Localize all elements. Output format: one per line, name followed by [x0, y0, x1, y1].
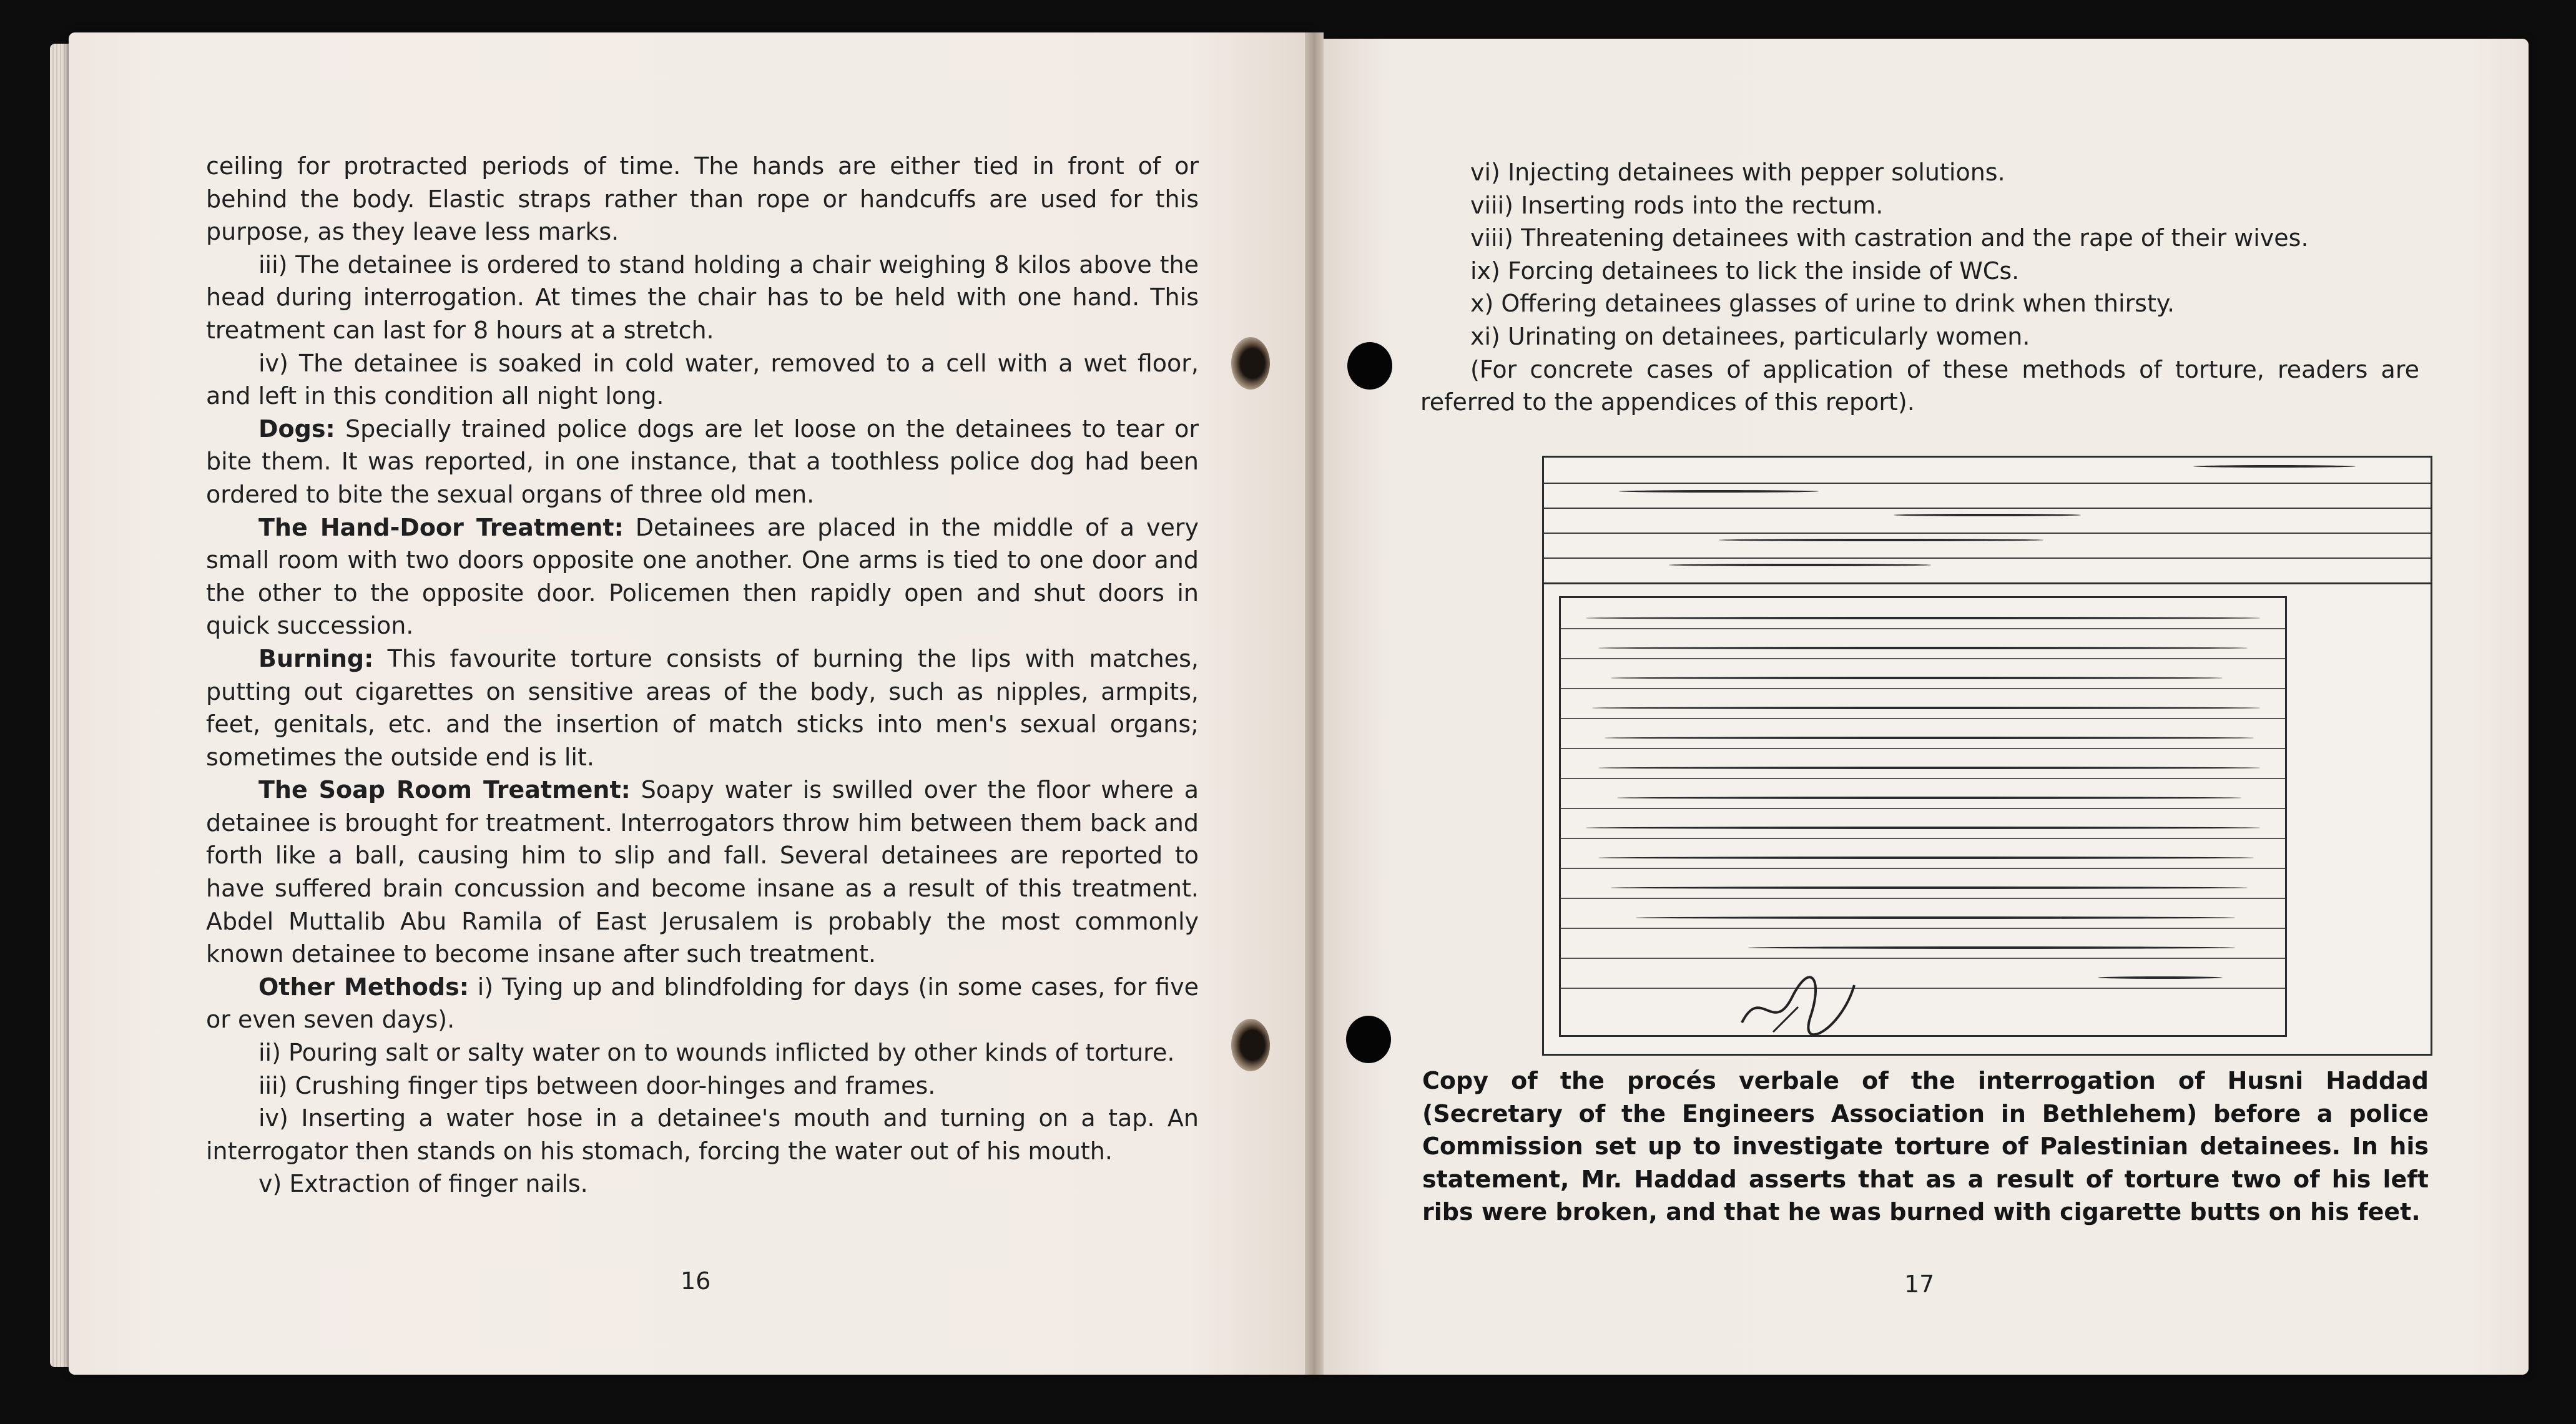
left-page-text: [206, 150, 1199, 1201]
list-item: v) Extraction of finger nails.: [258, 1170, 588, 1198]
form-statement-box: [1559, 596, 2287, 1037]
figure-caption: Copy of the procés verbale of the interrogation of Husni Haddad (Secretary of the Engineers Association in Bethlehem) before a police Commission set up to investigate torture of Palestinian detainees. In his statement, Mr. Haddad asserts that as a result of torture two of his left ribs were broken, and that he was burned with cigarette butts on his feet.: [1422, 1067, 2429, 1226]
binding-hole-right-top: [1347, 342, 1392, 390]
list-item: ix) Forcing detainees to lick the inside of WCs.: [1470, 257, 2020, 285]
form-header: [1544, 458, 2431, 584]
appendix-note: (For concrete cases of application of these methods of torture, readers are referred to the appendices of this report).: [1420, 355, 2419, 416]
section-text: i) Tying up and blindfolding for days (in some cases, for five or even seven days).: [206, 973, 1199, 1034]
section-burning: [206, 642, 1199, 773]
interrogation-form-image: [1542, 456, 2432, 1056]
list-item: vi) Injecting detainees with pepper solutions.: [1470, 159, 2005, 186]
list-item: iii) Crushing finger tips between door-hinges and frames.: [258, 1071, 936, 1099]
list-item: iv) Inserting a water hose in a detainee's mouth and turning on a tap. An interrogator then stands on his stomach, forcing the water out of his mouth.: [206, 1104, 1199, 1165]
section-other-methods: [206, 971, 1199, 1036]
section-text: Soapy water is swilled over the floor where a detainee is brought for treatment. Interrogators throw him between them back and forth like a ball, causing him to slip and fall. Several detainees are reported to have suffered brain concussion and become insane as a result of this treatment. Abdel Muttalib Abu Ramila of East Jerusalem is probably the most commonly known detainee to become insane after such treatment.: [206, 776, 1199, 968]
list-item: x) Offering detainees glasses of urine to drink when thirsty.: [1470, 290, 2175, 318]
section-text: This favourite torture consists of burning the lips with matches, putting out cigarettes on sensitive areas of the body, such as nipples, armpits, feet, genitals, etc. and the insertion of match sticks into men's sexual organs; sometimes the outside end is lit.: [206, 644, 1199, 771]
section-heading: Other Methods:: [258, 973, 469, 1001]
paragraph: iii) The detainee is ordered to stand holding a chair weighing 8 kilos above the head during interrogation. At times the chair has to be held with one hand. This treatment can last for 8 hours at a stretch.: [206, 250, 1199, 344]
list-item: viii) Inserting rods into the rectum.: [1470, 191, 1884, 219]
binding-hole-left-bottom: [1231, 1019, 1270, 1071]
section-heading: The Hand-Door Treatment:: [258, 513, 624, 541]
section-dogs: [206, 413, 1199, 511]
page-number-right: 17: [1904, 1270, 1935, 1298]
binding-hole-right-bottom: [1346, 1016, 1391, 1063]
list-item: viii) Threatening detainees with castration and the rape of their wives.: [1470, 224, 2309, 252]
paragraph: ceiling for protracted periods of time. The hands are either tied in front of or behind the body. Elastic straps rather than rope or handcuffs are used for this purpose, as they leave less marks.: [206, 152, 1199, 246]
paragraph: iv) The detainee is soaked in cold water, removed to a cell with a wet floor, and left in this condition all night long.: [206, 349, 1199, 410]
section-soap-room: [206, 773, 1199, 971]
right-page-text: [1420, 156, 2419, 419]
section-text: Detainees are placed in the middle of a very small room with two doors opposite one another. One arms is tied to one door and the other to the opposite door. Policemen then rapidly open and shut doors in quick succession.: [206, 513, 1199, 640]
list-item: xi) Urinating on detainees, particularly women.: [1470, 322, 2030, 350]
list-item: ii) Pouring salt or salty water on to wounds inflicted by other kinds of torture.: [258, 1039, 1175, 1067]
section-heading: The Soap Room Treatment:: [258, 776, 631, 804]
section-text: Specially trained police dogs are let loose on the detainees to tear or bite them. It was reported, in one instance, that a toothless police dog had been ordered to bite the sexual organs of three old men.: [206, 415, 1199, 508]
signature-mark: [1736, 973, 1861, 1041]
section-heading: Burning:: [258, 644, 374, 672]
page-number-left: 16: [681, 1267, 711, 1295]
book-gutter: [1305, 32, 1324, 1375]
binding-hole-left-top: [1231, 337, 1270, 390]
section-heading: Dogs:: [258, 415, 335, 443]
section-hand-door: [206, 511, 1199, 642]
